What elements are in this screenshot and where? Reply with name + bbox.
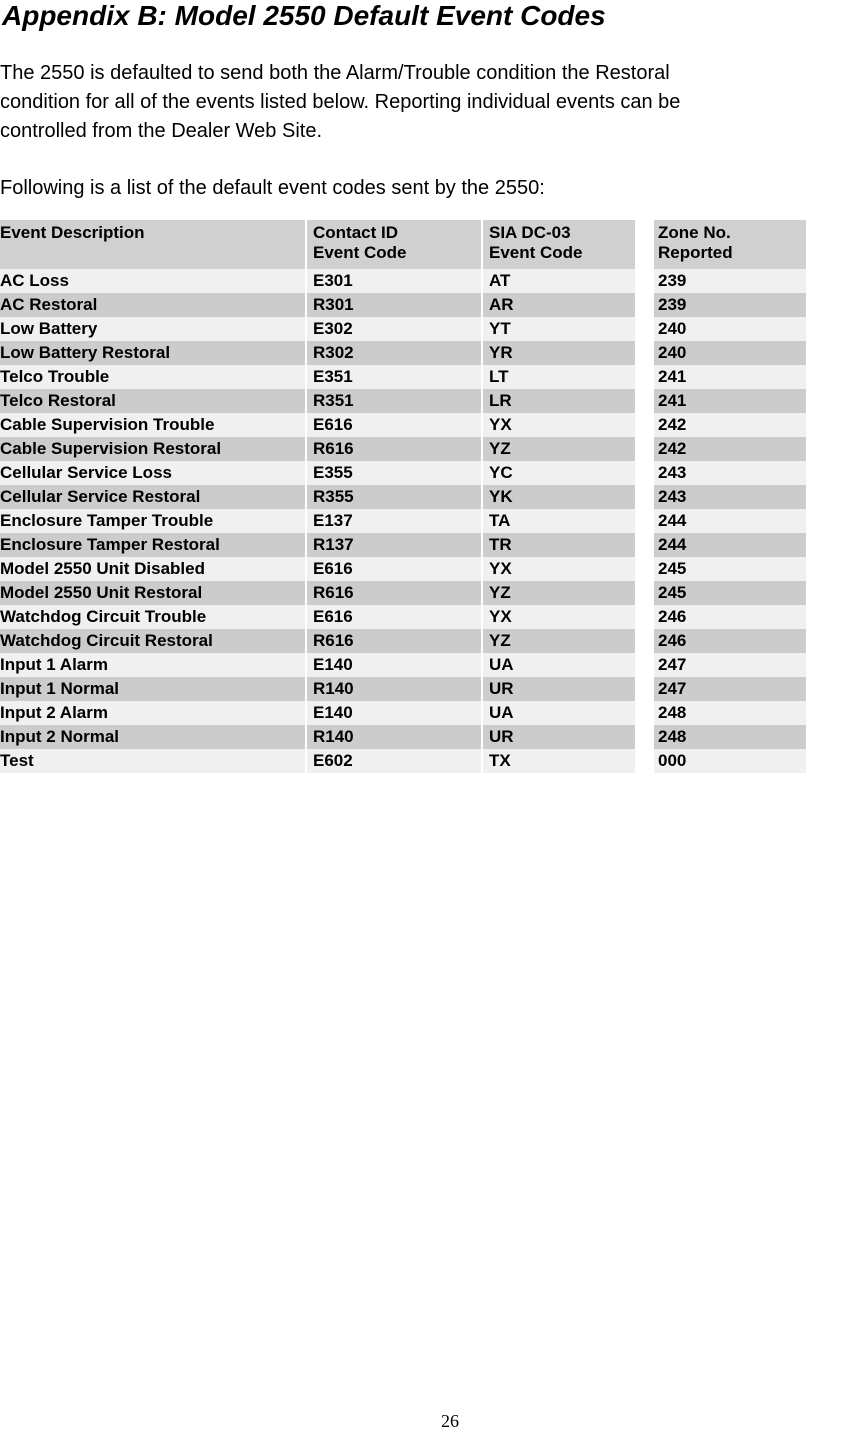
event-description-cell: Test [0,749,305,773]
zone-number-cell: 240 [654,317,806,341]
table-row [0,629,806,653]
table-row [0,509,806,533]
event-description-cell: Input 1 Normal [0,677,305,701]
zone-number-cell: 247 [654,677,806,701]
event-description-cell: Telco Restoral [0,389,305,413]
event-description-cell: Watchdog Circuit Trouble [0,605,305,629]
intro-paragraph [0,59,858,146]
event-description-cell: Telco Trouble [0,365,305,389]
contact-id-cell: E140 [307,653,481,677]
table-row [0,725,806,749]
zone-number-cell: 242 [654,413,806,437]
header-sia-code [483,220,635,269]
sia-code-cell: AR [483,293,635,317]
contact-id-cell: E616 [307,413,481,437]
sia-code-cell: TA [483,509,635,533]
table-row [0,677,806,701]
table-row [0,581,806,605]
event-description-cell: Input 2 Alarm [0,701,305,725]
zone-number-cell: 000 [654,749,806,773]
zone-number-cell: 248 [654,701,806,725]
contact-id-cell: R302 [307,341,481,365]
zone-number-cell: 245 [654,581,806,605]
zone-number-cell: 241 [654,365,806,389]
header-contact-id [307,220,481,269]
event-description-cell: Cellular Service Loss [0,461,305,485]
header-label: Zone No. [658,223,731,242]
table-row [0,749,806,773]
contact-id-cell: R140 [307,725,481,749]
zone-number-cell: 245 [654,557,806,581]
zone-number-cell: 243 [654,485,806,509]
header-label: Contact ID [313,223,398,242]
zone-number-cell: 246 [654,605,806,629]
table-body [0,269,806,773]
contact-id-cell: R301 [307,293,481,317]
header-label: Event Description [0,223,145,242]
event-description-cell: Cellular Service Restoral [0,485,305,509]
intro-line: The 2550 is defaulted to send both the Alarm/Trouble condition the Restoral [0,62,670,84]
sia-code-cell: AT [483,269,635,293]
sia-code-cell: YX [483,413,635,437]
sia-code-cell: LR [483,389,635,413]
contact-id-cell: E137 [307,509,481,533]
event-codes-table [0,220,806,773]
table-header-row [0,220,806,269]
contact-id-cell: R616 [307,581,481,605]
table-row [0,389,806,413]
event-description-cell: Input 2 Normal [0,725,305,749]
table-row [0,269,806,293]
zone-number-cell: 244 [654,509,806,533]
table-row [0,533,806,557]
event-description-cell: Low Battery [0,317,305,341]
table-row [0,293,806,317]
contact-id-cell: R351 [307,389,481,413]
page-number: 26 [441,1411,459,1431]
contact-id-cell: E140 [307,701,481,725]
table-row [0,341,806,365]
sia-code-cell: YT [483,317,635,341]
zone-number-cell: 239 [654,293,806,317]
header-label: Reported [658,243,733,262]
table-row [0,461,806,485]
contact-id-cell: R140 [307,677,481,701]
event-description-cell: Low Battery Restoral [0,341,305,365]
event-description-cell: Enclosure Tamper Restoral [0,533,305,557]
zone-number-cell: 239 [654,269,806,293]
table-row [0,605,806,629]
event-description-cell: Cable Supervision Restoral [0,437,305,461]
table-row [0,317,806,341]
zone-number-cell: 244 [654,533,806,557]
sia-code-cell: YK [483,485,635,509]
zone-number-cell: 242 [654,437,806,461]
zone-number-cell: 248 [654,725,806,749]
zone-number-cell: 241 [654,389,806,413]
intro-line: controlled from the Dealer Web Site. [0,120,323,142]
table-lead-text: Following is a list of the default event codes sent by the 2550: [0,177,545,199]
header-label: SIA DC-03 [489,223,571,242]
sia-code-cell: UA [483,701,635,725]
table-row [0,557,806,581]
contact-id-cell: E616 [307,557,481,581]
header-label: Event Code [489,243,583,262]
contact-id-cell: R616 [307,629,481,653]
contact-id-cell: E602 [307,749,481,773]
table-row [0,437,806,461]
contact-id-cell: E302 [307,317,481,341]
header-event-description [0,220,305,269]
sia-code-cell: YZ [483,437,635,461]
zone-number-cell: 246 [654,629,806,653]
sia-code-cell: YC [483,461,635,485]
contact-id-cell: R616 [307,437,481,461]
header-label: Event Code [313,243,407,262]
contact-id-cell: R355 [307,485,481,509]
zone-number-cell: 247 [654,653,806,677]
sia-code-cell: LT [483,365,635,389]
sia-code-cell: YZ [483,581,635,605]
sia-code-cell: TX [483,749,635,773]
intro-line: condition for all of the events listed below. Reporting individual events can be [0,91,681,113]
sia-code-cell: YR [483,341,635,365]
event-description-cell: Enclosure Tamper Trouble [0,509,305,533]
contact-id-cell: E301 [307,269,481,293]
zone-number-cell: 243 [654,461,806,485]
sia-code-cell: TR [483,533,635,557]
table-row [0,413,806,437]
sia-code-cell: YX [483,557,635,581]
event-description-cell: Input 1 Alarm [0,653,305,677]
contact-id-cell: E616 [307,605,481,629]
table-row [0,485,806,509]
event-description-cell: Watchdog Circuit Restoral [0,629,305,653]
contact-id-cell: R137 [307,533,481,557]
event-description-cell: AC Restoral [0,293,305,317]
contact-id-cell: E351 [307,365,481,389]
zone-number-cell: 240 [654,341,806,365]
table-row [0,653,806,677]
sia-code-cell: UR [483,725,635,749]
sia-code-cell: YX [483,605,635,629]
contact-id-cell: E355 [307,461,481,485]
table-row [0,701,806,725]
page-title: Appendix B: Model 2550 Default Event Codes [2,0,606,31]
sia-code-cell: UR [483,677,635,701]
table-row [0,365,806,389]
event-description-cell: Cable Supervision Trouble [0,413,305,437]
event-description-cell: AC Loss [0,269,305,293]
sia-code-cell: YZ [483,629,635,653]
event-description-cell: Model 2550 Unit Restoral [0,581,305,605]
sia-code-cell: UA [483,653,635,677]
event-description-cell: Model 2550 Unit Disabled [0,557,305,581]
header-zone-number [654,220,806,269]
